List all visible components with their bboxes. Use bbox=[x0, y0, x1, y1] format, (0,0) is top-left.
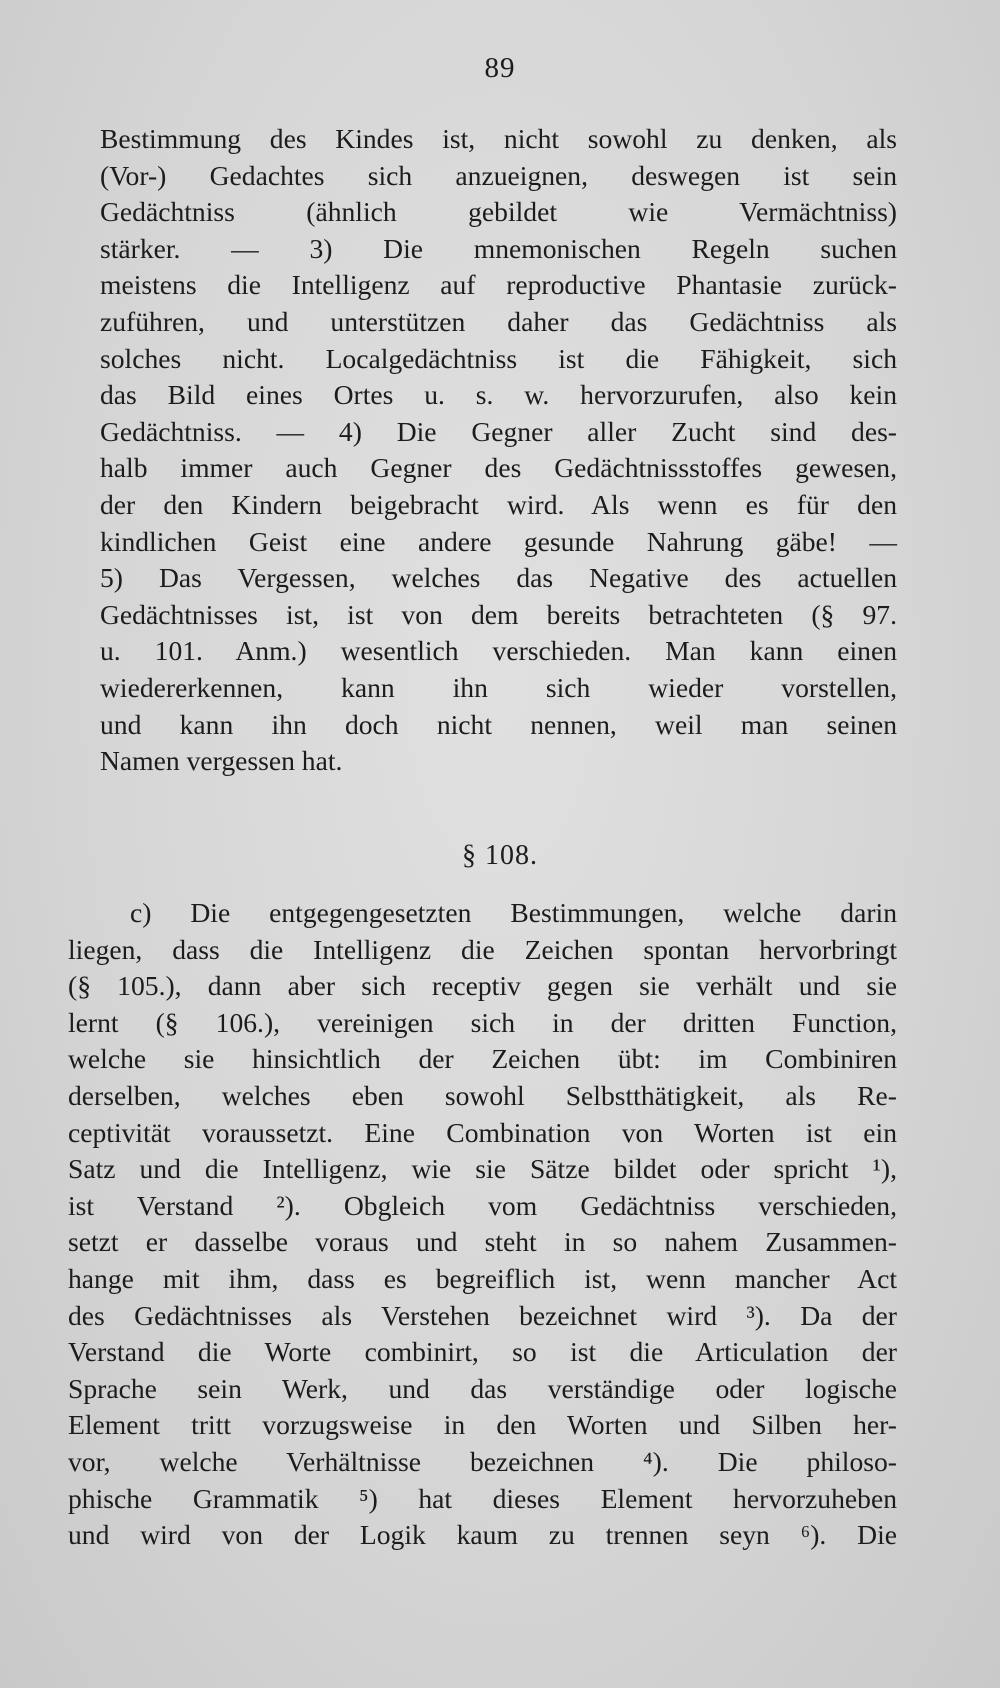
text-line: des Gedächtnisses als Verstehen bezeichnet wird ³). Da der bbox=[68, 1299, 897, 1331]
text-line: lernt (§ 106.), vereinigen sich in der dritten Function, bbox=[68, 1006, 897, 1038]
text-line: c) Die entgegengesetzten Bestimmungen, welche darin bbox=[130, 897, 897, 928]
text-line: Namen vergessen hat. bbox=[100, 745, 343, 777]
text-line: Bestimmung des Kindes ist, nicht sowohl zu denken, als bbox=[100, 123, 897, 154]
text-line: Element tritt vorzugsweise in den Worten und Silben her- bbox=[68, 1409, 897, 1441]
text-line: Satz und die Intelligenz, wie sie Sätze bildet oder spricht ¹), bbox=[68, 1153, 897, 1185]
text-line: wiedererkennen, kann ihn sich wieder vorstellen, bbox=[100, 671, 897, 703]
text-line: solches nicht. Localgedächtniss ist die Fähigkeit, sich bbox=[100, 342, 897, 374]
text-line: liegen, dass die Intelligenz die Zeichen spontan hervorbringt bbox=[68, 933, 897, 965]
text-line: kindlichen Geist eine andere gesunde Nahrung gäbe! — bbox=[100, 525, 897, 557]
text-line: u. 101. Anm.) wesentlich verschieden. Man kann einen bbox=[100, 635, 897, 667]
text-line: zuführen, und unterstützen daher das Gedächtniss als bbox=[100, 305, 897, 337]
text-line: (§ 105.), dann aber sich receptiv gegen sie verhält und sie bbox=[68, 970, 897, 1002]
text-line: Gedächtnisses ist, ist von dem bereits betrachteten (§ 97. bbox=[100, 598, 897, 630]
text-line: 5) Das Vergessen, welches das Negative des actuellen bbox=[100, 562, 897, 594]
text-line: Gedächtniss. — 4) Die Gegner aller Zucht sind des- bbox=[100, 415, 897, 447]
text-line: halb immer auch Gegner des Gedächtnissstoffes gewesen, bbox=[100, 452, 897, 484]
text-line: ist Verstand ²). Obgleich vom Gedächtniss verschieden, bbox=[68, 1189, 897, 1221]
text-line: derselben, welches eben sowohl Selbstthätigkeit, als Re- bbox=[68, 1079, 897, 1111]
section-heading: § 108. bbox=[462, 840, 538, 871]
text-line: hange mit ihm, dass es begreiflich ist, wenn mancher Act bbox=[68, 1262, 897, 1294]
text-line: der den Kindern beigebracht wird. Als wenn es für den bbox=[100, 488, 897, 520]
text-line: vor, welche Verhältnisse bezeichnen ⁴). Die philoso- bbox=[68, 1445, 897, 1477]
text-line: und wird von der Logik kaum zu trennen seyn ⁶). Die bbox=[68, 1519, 897, 1551]
text-line: welche sie hinsichtlich der Zeichen übt: im Combiniren bbox=[68, 1043, 897, 1075]
page-number: 89 bbox=[484, 52, 516, 84]
text-line: meistens die Intelligenz auf reproductive Phantasie zurück- bbox=[100, 269, 897, 301]
text-line: Verstand die Worte combinirt, so ist die Articulation der bbox=[68, 1336, 897, 1368]
text-line: und kann ihn doch nicht nennen, weil man seinen bbox=[100, 708, 897, 740]
text-line: phische Grammatik ⁵) hat dieses Element hervorzuheben bbox=[68, 1482, 897, 1514]
text-line: stärker. — 3) Die mnemonischen Regeln suchen bbox=[100, 232, 897, 264]
text-line: das Bild eines Ortes u. s. w. hervorzurufen, also kein bbox=[100, 379, 897, 411]
text-line: setzt er dasselbe voraus und steht in so nahem Zusammen- bbox=[68, 1226, 897, 1258]
text-line: (Vor-) Gedachtes sich anzueignen, deswegen ist sein bbox=[100, 159, 897, 191]
text-line: Gedächtniss (ähnlich gebildet wie Vermächtniss) bbox=[100, 196, 897, 228]
paragraph-section-108 bbox=[68, 895, 897, 1554]
text-line: ceptivität voraussetzt. Eine Combination von Worten ist ein bbox=[68, 1116, 897, 1148]
text-line: Sprache sein Werk, und das verständige oder logische bbox=[68, 1372, 897, 1404]
paragraph-continued bbox=[100, 121, 897, 780]
